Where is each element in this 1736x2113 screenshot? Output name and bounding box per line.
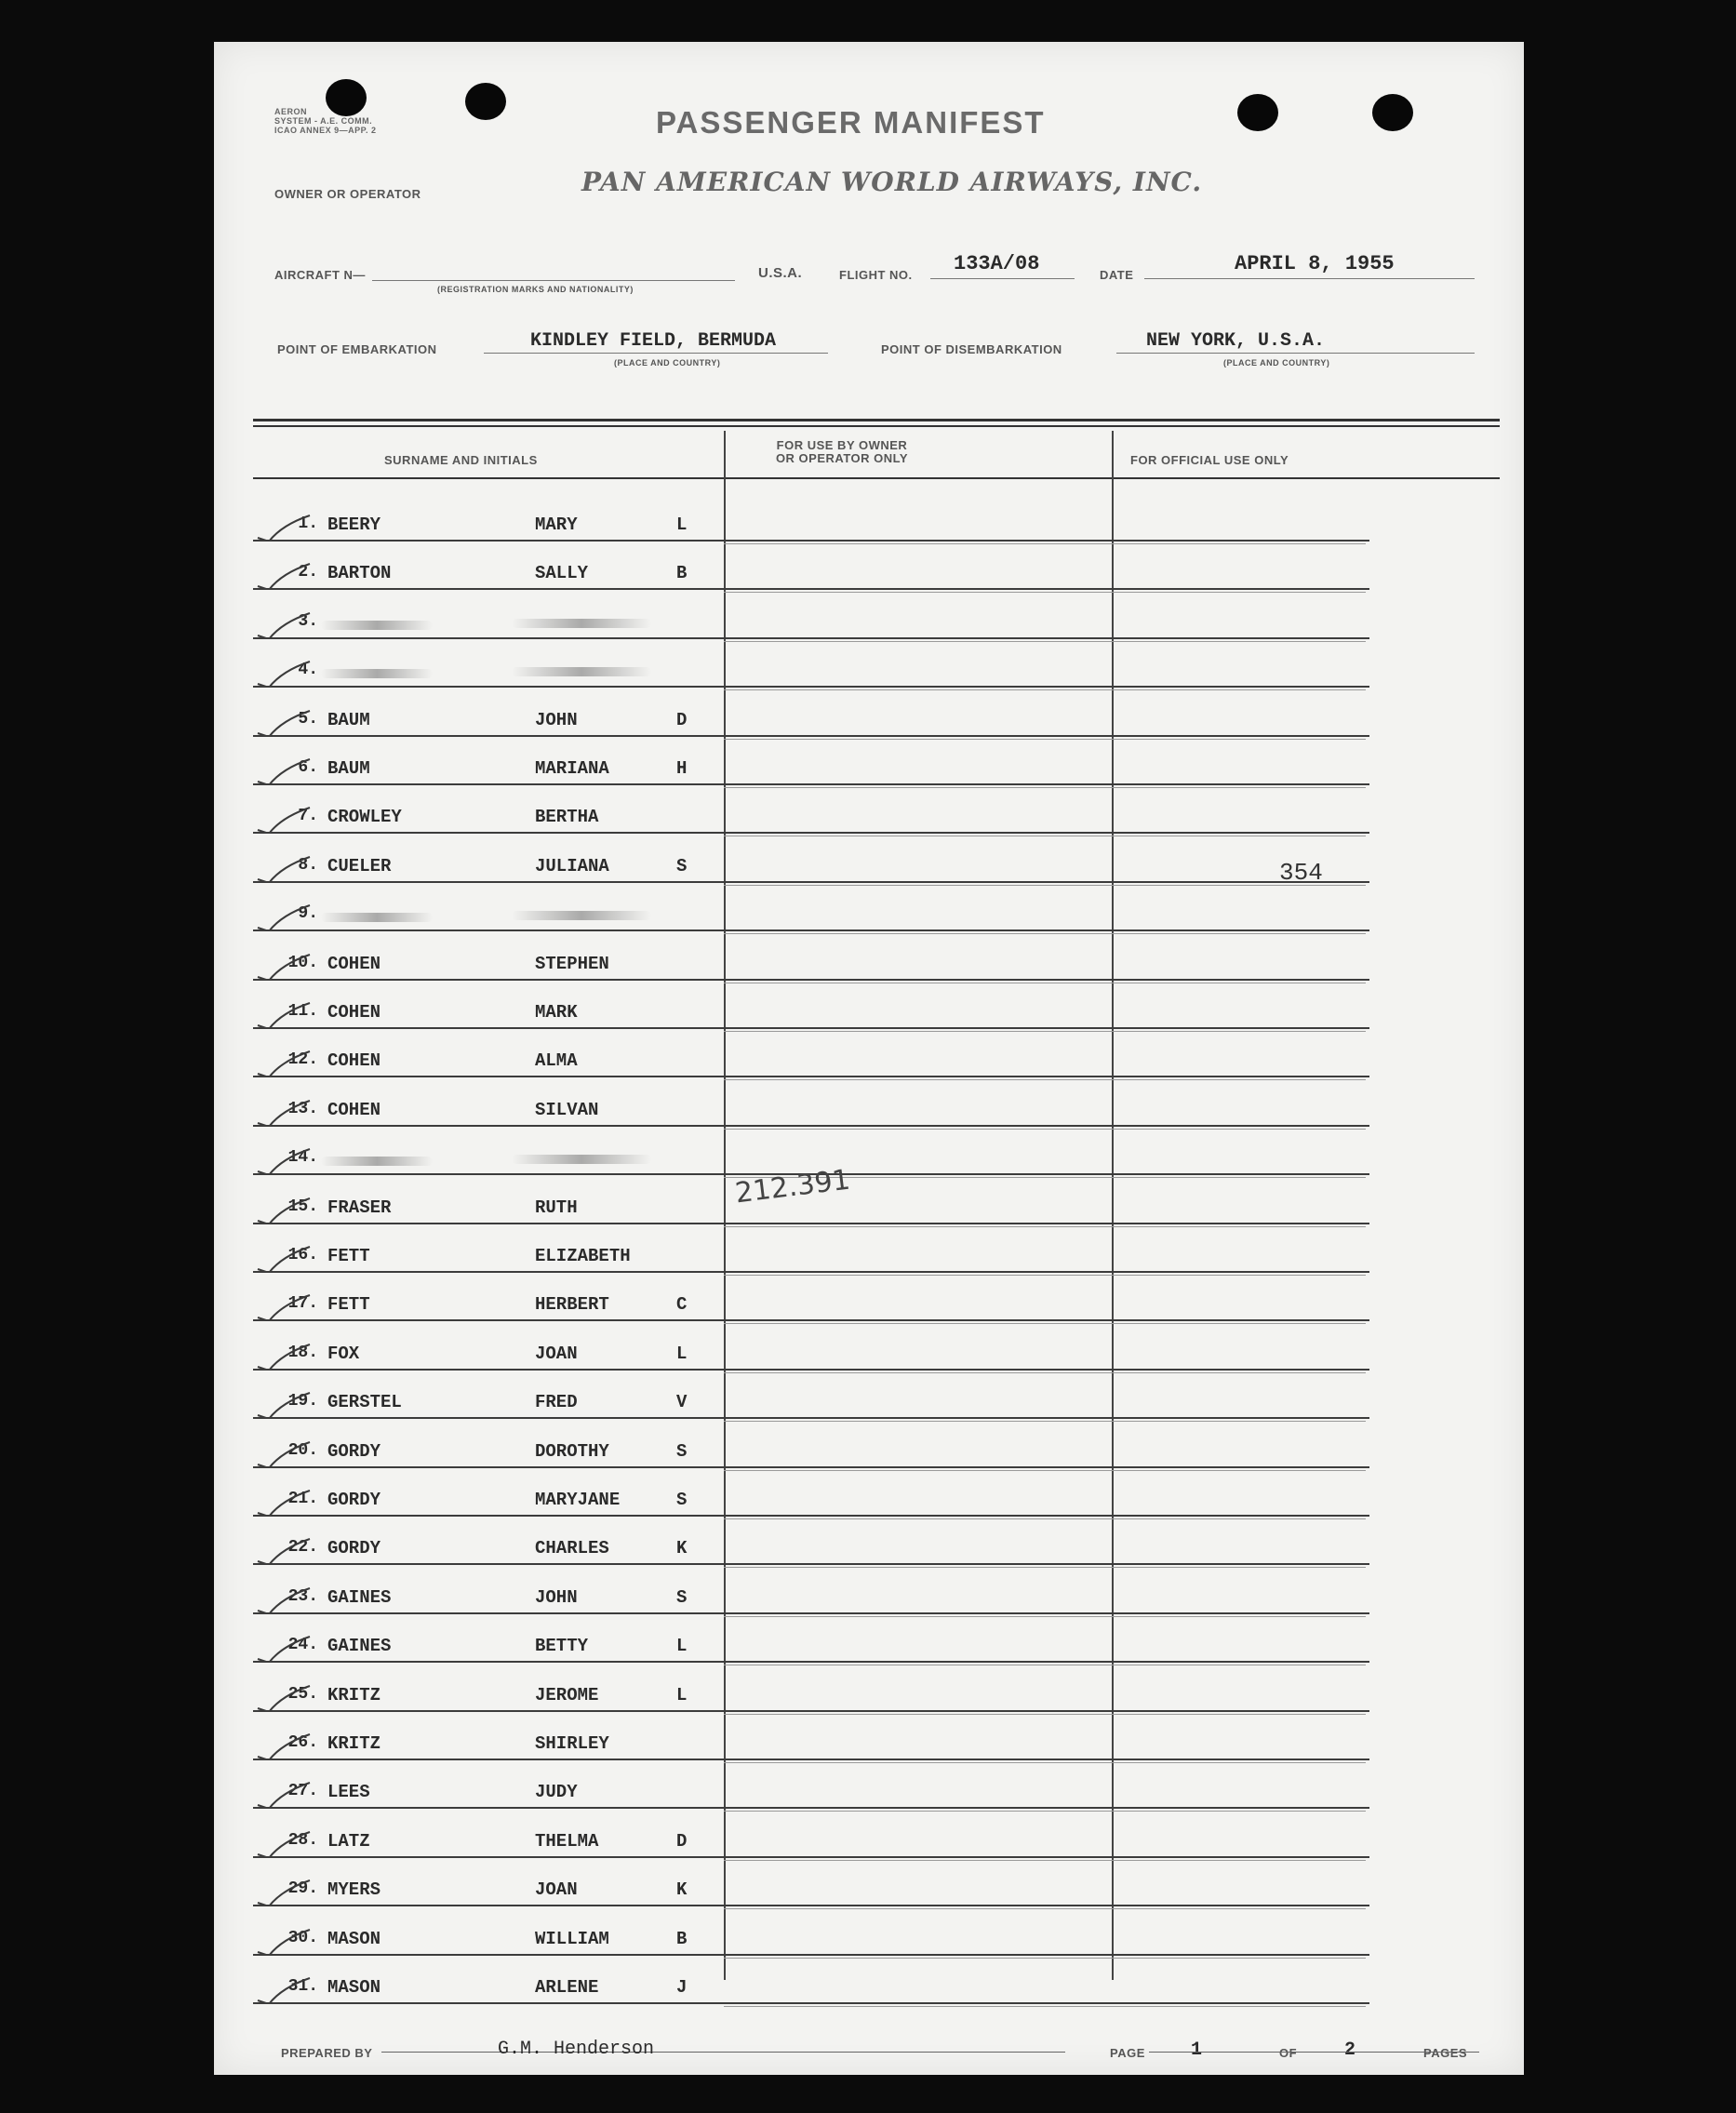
row-rule (253, 1076, 1369, 1077)
passenger-number: 8. (298, 856, 318, 875)
punch-hole (1237, 94, 1278, 131)
passenger-surname: MASON (327, 1929, 381, 1949)
passenger-surname: GORDY (327, 1441, 381, 1462)
passenger-surname: COHEN (327, 1002, 381, 1023)
passenger-initial: V (676, 1392, 688, 1412)
redaction-smudge (321, 913, 433, 922)
row-rule-secondary (724, 1860, 1366, 1861)
row-rule (253, 1563, 1369, 1565)
check-mark-icon (256, 1928, 312, 1956)
redaction-smudge (321, 669, 433, 678)
row-rule (253, 1417, 1369, 1419)
of-label: OF (1279, 2046, 1298, 2060)
check-mark-icon (256, 855, 312, 883)
passenger-number: 3. (298, 612, 318, 631)
passenger-number: 24. (287, 1636, 318, 1654)
row-rule-secondary (724, 1470, 1366, 1471)
country-label: U.S.A. (758, 265, 803, 281)
check-mark-icon (256, 1781, 312, 1809)
aircraft-label: AIRCRAFT N— (274, 268, 366, 282)
flight-date: APRIL 8, 1955 (1235, 252, 1395, 275)
passenger-number: 27. (287, 1782, 318, 1800)
row-rule (253, 1807, 1369, 1809)
check-mark-icon (256, 1147, 312, 1175)
row-rule-secondary (724, 1226, 1366, 1227)
row-rule-secondary (724, 933, 1366, 934)
pages-label: PAGES (1423, 2046, 1468, 2060)
redaction-smudge (321, 621, 433, 630)
passenger-number: 12. (287, 1050, 318, 1069)
passenger-given-name: SHIRLEY (535, 1733, 609, 1754)
row-rule (253, 1271, 1369, 1273)
corner-note-line: ICAO ANNEX 9—APP. 2 (274, 126, 377, 135)
passenger-given-name: JULIANA (535, 856, 609, 876)
passenger-given-name: MARK (535, 1002, 578, 1023)
row-rule (253, 1319, 1369, 1321)
passenger-given-name: MARIANA (535, 758, 609, 779)
embark-line (484, 353, 828, 354)
check-mark-icon (256, 953, 312, 981)
embark-label: POINT OF EMBARKATION (277, 342, 437, 356)
aircraft-line (372, 280, 735, 281)
passenger-initial: L (676, 515, 688, 535)
punch-hole (1372, 94, 1413, 131)
passenger-number: 16. (287, 1246, 318, 1264)
column-header-rule (253, 477, 1500, 479)
passenger-number: 5. (298, 710, 318, 729)
passenger-given-name: WILLIAM (535, 1929, 609, 1949)
check-mark-icon (256, 1099, 312, 1127)
passenger-initial: B (676, 1929, 688, 1949)
passenger-given-name: CHARLES (535, 1538, 609, 1558)
passenger-given-name: MARYJANE (535, 1490, 621, 1510)
passenger-number: 11. (287, 1002, 318, 1021)
row-rule-secondary (724, 1811, 1366, 1812)
row-rule-secondary (724, 1275, 1366, 1276)
row-rule-secondary (724, 1958, 1366, 1959)
passenger-surname: BAUM (327, 758, 370, 779)
row-rule (253, 1905, 1369, 1906)
check-mark-icon (256, 806, 312, 834)
row-rule-secondary (724, 1421, 1366, 1422)
check-mark-icon (256, 514, 312, 542)
passenger-given-name: THELMA (535, 1831, 599, 1852)
page-number: 1 (1191, 2039, 1203, 2061)
row-rule (253, 1661, 1369, 1663)
form-title: PASSENGER MANIFEST (656, 105, 1046, 140)
row-rule-secondary (724, 2006, 1366, 2007)
passenger-surname: BARTON (327, 563, 392, 583)
passenger-number: 13. (287, 1100, 318, 1118)
page-label: PAGE (1110, 2046, 1145, 2060)
passenger-surname: FETT (327, 1294, 370, 1315)
corner-note (274, 107, 377, 135)
row-rule-secondary (724, 689, 1366, 690)
passenger-surname: GAINES (327, 1587, 392, 1608)
check-mark-icon (256, 1245, 312, 1273)
check-mark-icon (256, 1343, 312, 1371)
passenger-surname: MYERS (327, 1879, 381, 1900)
redaction-smudge (512, 619, 651, 628)
row-rule (253, 1515, 1369, 1517)
date-line (1144, 278, 1475, 279)
disembark-note: (PLACE AND COUNTRY) (1223, 358, 1330, 368)
row-rule-secondary (724, 1616, 1366, 1617)
row-rule (253, 929, 1369, 931)
column-header-owner-line: FOR USE BY OWNER (776, 438, 908, 452)
passenger-initial: K (676, 1538, 688, 1558)
column-header-owner-line: OR OPERATOR ONLY (775, 451, 909, 465)
passenger-number: 4. (298, 661, 318, 679)
passenger-number: 28. (287, 1831, 318, 1850)
passenger-surname: COHEN (327, 1100, 381, 1120)
passenger-given-name: JOAN (535, 1344, 578, 1364)
passenger-surname: KRITZ (327, 1733, 381, 1754)
row-rule-secondary (724, 1129, 1366, 1130)
row-rule (253, 1759, 1369, 1760)
passenger-surname: BEERY (327, 515, 381, 535)
row-rule-secondary (724, 787, 1366, 788)
check-mark-icon (256, 1635, 312, 1663)
check-mark-icon (256, 1976, 312, 2004)
passenger-surname: LEES (327, 1782, 370, 1802)
redaction-smudge (321, 1157, 433, 1166)
corner-note-line: AERON (274, 107, 308, 116)
redaction-smudge (512, 1155, 651, 1164)
row-rule (253, 1027, 1369, 1029)
check-mark-icon (256, 1440, 312, 1468)
date-label: DATE (1100, 268, 1134, 282)
passenger-given-name: ALMA (535, 1050, 578, 1071)
passenger-number: 25. (287, 1685, 318, 1704)
column-header-official: FOR OFFICIAL USE ONLY (1130, 453, 1289, 467)
row-rule (253, 1612, 1369, 1614)
passenger-surname: GORDY (327, 1490, 381, 1510)
passenger-initial: S (676, 1441, 688, 1462)
check-mark-icon (256, 1586, 312, 1614)
check-mark-icon (256, 1537, 312, 1565)
row-rule (253, 1125, 1369, 1127)
redaction-smudge (512, 667, 651, 676)
row-rule-secondary (724, 1714, 1366, 1715)
row-rule (253, 2002, 1369, 2004)
passenger-given-name: ARLENE (535, 1977, 599, 1998)
check-mark-icon (256, 903, 312, 931)
row-rule (253, 881, 1369, 883)
passenger-initial: L (676, 1685, 688, 1705)
passenger-initial: B (676, 563, 688, 583)
check-mark-icon (256, 562, 312, 590)
row-rule (253, 686, 1369, 688)
punch-hole (465, 83, 506, 120)
passenger-given-name: SALLY (535, 563, 589, 583)
row-rule (253, 979, 1369, 981)
flight-number: 133A/08 (954, 252, 1040, 275)
passenger-number: 31. (287, 1977, 318, 1996)
passenger-surname: KRITZ (327, 1685, 381, 1705)
registration-note: (REGISTRATION MARKS AND NATIONALITY) (437, 285, 634, 294)
passenger-given-name: DOROTHY (535, 1441, 609, 1462)
passenger-number: 19. (287, 1392, 318, 1411)
check-mark-icon (256, 1879, 312, 1906)
row-rule-secondary (724, 1518, 1366, 1519)
passenger-initial: C (676, 1294, 688, 1315)
passenger-surname: LATZ (327, 1831, 370, 1852)
passenger-initial: D (676, 1831, 688, 1852)
disembark-line (1116, 353, 1475, 354)
row-rule-secondary (724, 1031, 1366, 1032)
flight-line (930, 278, 1075, 279)
passenger-given-name: BETTY (535, 1636, 589, 1656)
header-rule (253, 425, 1500, 427)
check-mark-icon (256, 1684, 312, 1712)
passenger-surname: COHEN (327, 1050, 381, 1071)
row-rule-secondary (724, 1762, 1366, 1763)
flight-no-label: FLIGHT NO. (839, 268, 913, 282)
row-rule (253, 588, 1369, 590)
passenger-number: 14. (287, 1148, 318, 1167)
passenger-number: 22. (287, 1538, 318, 1557)
passenger-surname: FRASER (327, 1197, 392, 1218)
passenger-surname: CROWLEY (327, 807, 402, 827)
passenger-initial: L (676, 1344, 688, 1364)
passenger-initial: K (676, 1879, 688, 1900)
row-rule (253, 1369, 1369, 1371)
passenger-given-name: JOHN (535, 1587, 578, 1608)
check-mark-icon (256, 1391, 312, 1419)
passenger-number: 21. (287, 1490, 318, 1508)
prepared-by-label: PREPARED BY (281, 2046, 373, 2060)
passenger-given-name: JOAN (535, 1879, 578, 1900)
row-rule-secondary (724, 543, 1366, 544)
prepared-by-name: G.M. Henderson (498, 2039, 655, 2060)
embark-point: KINDLEY FIELD, BERMUDA (530, 330, 777, 352)
official-note: 354 (1279, 859, 1323, 887)
check-mark-icon (256, 1001, 312, 1029)
row-rule-secondary (724, 885, 1366, 886)
handwritten-note: 212.391 (733, 1163, 852, 1210)
row-rule-secondary (724, 1567, 1366, 1568)
passenger-number: 18. (287, 1344, 318, 1362)
prepared-by-line (381, 2052, 1065, 2053)
passenger-initial: H (676, 758, 688, 779)
passenger-initial: J (676, 1977, 688, 1998)
row-rule-secondary (724, 592, 1366, 593)
passenger-initial: S (676, 856, 688, 876)
passenger-number: 26. (287, 1733, 318, 1752)
check-mark-icon (256, 1050, 312, 1077)
manifest-sheet (214, 42, 1524, 2075)
passenger-given-name: FRED (535, 1392, 578, 1412)
row-rule (253, 1223, 1369, 1224)
passenger-surname: GORDY (327, 1538, 381, 1558)
passenger-number: 15. (287, 1197, 318, 1216)
passenger-given-name: JEROME (535, 1685, 599, 1705)
passenger-given-name: JOHN (535, 710, 578, 730)
airline-name: PAN AMERICAN WORLD AIRWAYS, INC. (581, 167, 1203, 197)
column-header-owner (721, 439, 963, 465)
passenger-initial: D (676, 710, 688, 730)
owner-label: OWNER OR OPERATOR (274, 187, 421, 201)
row-rule (253, 1466, 1369, 1468)
passenger-given-name: HERBERT (535, 1294, 609, 1315)
passenger-number: 17. (287, 1294, 318, 1313)
check-mark-icon (256, 757, 312, 785)
passenger-number: 2. (298, 563, 318, 582)
check-mark-icon (256, 709, 312, 737)
row-rule (253, 735, 1369, 737)
passenger-given-name: RUTH (535, 1197, 578, 1218)
page-line (1149, 2052, 1479, 2053)
passenger-surname: BAUM (327, 710, 370, 730)
row-rule (253, 832, 1369, 834)
redaction-smudge (512, 911, 651, 920)
total-pages: 2 (1344, 2039, 1356, 2061)
disembark-point: NEW YORK, U.S.A. (1146, 330, 1326, 352)
passenger-number: 10. (287, 954, 318, 972)
row-rule-secondary (724, 1323, 1366, 1324)
passenger-number: 23. (287, 1587, 318, 1606)
check-mark-icon (256, 611, 312, 639)
column-header-names: SURNAME AND INITIALS (384, 453, 538, 467)
passenger-number: 6. (298, 758, 318, 777)
check-mark-icon (256, 660, 312, 688)
passenger-given-name: JUDY (535, 1782, 578, 1802)
passenger-initial: L (676, 1636, 688, 1656)
passenger-number: 29. (287, 1879, 318, 1898)
passenger-surname: GAINES (327, 1636, 392, 1656)
row-rule (253, 1856, 1369, 1858)
row-rule-secondary (724, 739, 1366, 740)
passenger-initial: S (676, 1587, 688, 1608)
passenger-surname: GERSTEL (327, 1392, 402, 1412)
passenger-number: 20. (287, 1441, 318, 1460)
corner-note-line: SYSTEM - A.E. COMM. (274, 116, 373, 126)
header-rule (253, 419, 1500, 421)
row-rule-secondary (724, 1908, 1366, 1909)
passenger-given-name: STEPHEN (535, 954, 609, 974)
row-rule-secondary (724, 1372, 1366, 1373)
row-rule (253, 1710, 1369, 1712)
disembark-label: POINT OF DISEMBARKATION (881, 342, 1062, 356)
passenger-given-name: SILVAN (535, 1100, 599, 1120)
passenger-surname: CUELER (327, 856, 392, 876)
passenger-surname: COHEN (327, 954, 381, 974)
row-rule-secondary (724, 1079, 1366, 1080)
row-rule (253, 540, 1369, 542)
check-mark-icon (256, 1197, 312, 1224)
passenger-initial: S (676, 1490, 688, 1510)
passenger-number: 1. (298, 515, 318, 533)
check-mark-icon (256, 1489, 312, 1517)
check-mark-icon (256, 1830, 312, 1858)
embark-note: (PLACE AND COUNTRY) (614, 358, 721, 368)
passenger-surname: FOX (327, 1344, 360, 1364)
row-rule (253, 637, 1369, 639)
passenger-surname: MASON (327, 1977, 381, 1998)
passenger-surname: FETT (327, 1246, 370, 1266)
row-rule-secondary (724, 641, 1366, 642)
check-mark-icon (256, 1732, 312, 1760)
passenger-number: 7. (298, 807, 318, 825)
check-mark-icon (256, 1293, 312, 1321)
passenger-given-name: BERTHA (535, 807, 599, 827)
row-rule (253, 783, 1369, 785)
passenger-given-name: ELIZABETH (535, 1246, 631, 1266)
passenger-number: 30. (287, 1929, 318, 1947)
row-rule (253, 1954, 1369, 1956)
passenger-given-name: MARY (535, 515, 578, 535)
passenger-number: 9. (298, 904, 318, 923)
